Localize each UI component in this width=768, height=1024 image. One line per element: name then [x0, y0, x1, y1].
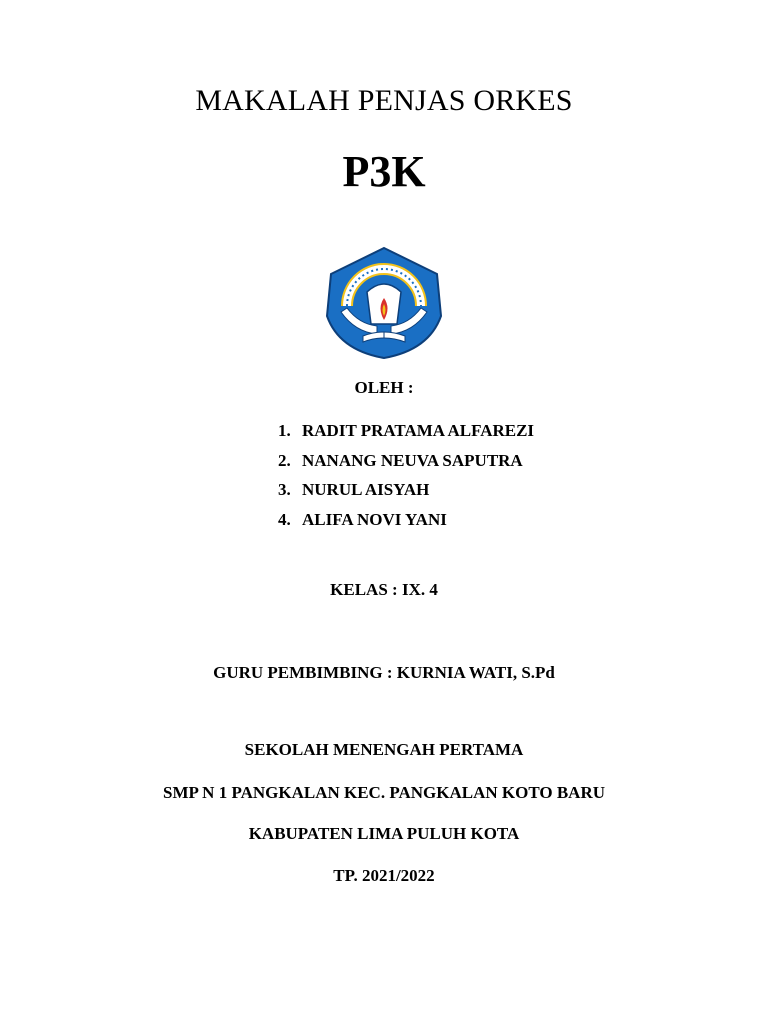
- document-subtitle: P3K: [342, 147, 426, 196]
- list-item: [278, 420, 534, 450]
- oleh-label: OLEH :: [354, 378, 414, 397]
- list-item: [278, 479, 534, 509]
- member-name: ALIFA NOVI YANI: [302, 509, 447, 529]
- list-item: [278, 509, 534, 539]
- school-level: SEKOLAH MENENGAH PERTAMA: [244, 740, 524, 759]
- list-number: 2.: [278, 450, 291, 470]
- member-name: RADIT PRATAMA ALFAREZI: [302, 421, 535, 440]
- school-name: SMP N 1 PANGKALAN KEC. PANGKALAN KOTO BARU: [162, 783, 606, 802]
- member-name: NURUL AISYAH: [302, 480, 430, 499]
- tut-wuri-handayani-logo: [325, 246, 443, 360]
- regency-name: KABUPATEN LIMA PULUH KOTA: [248, 824, 520, 843]
- member-name: NANANG NEUVA SAPUTRA: [302, 450, 523, 470]
- school-year: TP. 2021/2022: [333, 866, 435, 885]
- document-title: MAKALAH PENJAS ORKES: [195, 84, 573, 117]
- list-number: 3.: [278, 480, 291, 499]
- member-list: [278, 420, 534, 538]
- list-item: [278, 450, 534, 480]
- list-number: 1.: [278, 421, 291, 440]
- teacher-label: GURU PEMBIMBING : KURNIA WATI, S.Pd: [213, 663, 555, 682]
- list-number: 4.: [278, 509, 291, 529]
- class-label: KELAS : IX. 4: [330, 580, 438, 599]
